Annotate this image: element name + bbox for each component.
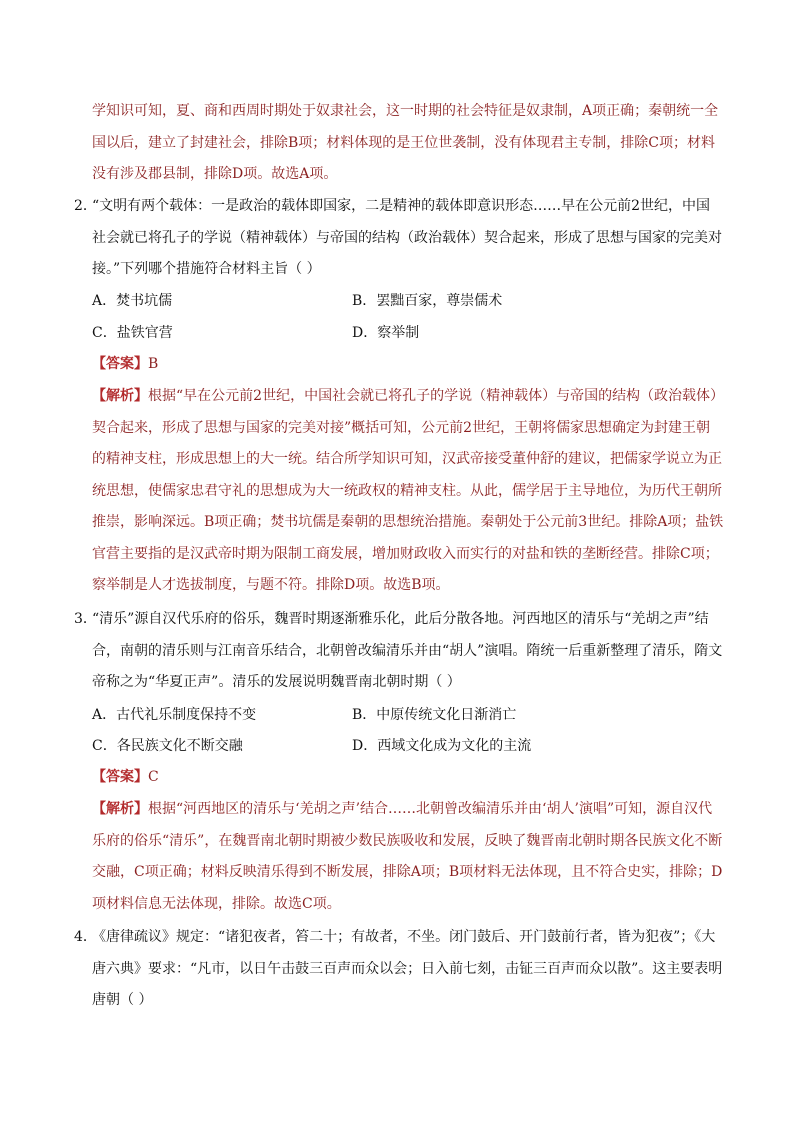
q2-option-b: B．罢黜百家，尊崇儒术 xyxy=(352,293,503,309)
q2-analysis xyxy=(92,381,724,602)
q2-option-c: C．盐铁官营 xyxy=(92,325,173,341)
q4-stem: 《唐律疏议》规定：“诸犯夜者，笞二十；有故者，不坐。闭门鼓后、开门鼓前行者，皆为犯夜”；《大唐六典》要求：“凡市，以日午击鼓三百声而众以会；日入前七刻，击钲三百声而众以散”。这主要表明唐朝（ ） xyxy=(92,929,723,1008)
q3-option-a: A．古代礼乐制度保持不变 xyxy=(92,707,257,723)
q3-option-b: B．中原传统文化日渐消亡 xyxy=(352,707,517,723)
q3-number: 3． xyxy=(74,611,97,627)
q2-options-row-1 xyxy=(92,286,724,318)
analysis-label: 【解析】 xyxy=(92,801,148,817)
q3-analysis-text: 根据“河西地区的清乐与‘羌胡之声’结合……北朝曾改编清乐并由‘胡人’演唱”可知，源自汉代乐府的俗乐“清乐”，在魏晋南北朝时期被少数民族吸收和发展，反映了魏晋南北朝时期各民族文化不断交融，C项正确；材料反映清乐得到不断发展，排除A项；B项材料无法体现，且不符合史实，排除；D项材料信息无法体现，排除。故选C项。 xyxy=(92,801,723,912)
q3-option-d: D．西域文化成为文化的主流 xyxy=(352,738,532,754)
q3-analysis xyxy=(92,794,724,920)
q1-analysis-continuation: 学知识可知，夏、商和西周时期处于奴隶社会，这一时期的社会特征是奴隶制，A项正确；秦朝统一全国以后，建立了封建社会，排除B项；材料体现的是王位世袭制，没有体现君主专制，排除C项；材料没有涉及郡县制，排除D项。故选A项。 xyxy=(92,103,719,182)
q4-number: 4． xyxy=(74,929,97,945)
q2-stem: “文明有两个载体：一是政治的载体即国家，二是精神的载体即意识形态……早在公元前2世纪，中国社会就已将孔子的学说（精神载体）与帝国的结构（政治载体）契合起来，形成了思想与国家的完美对接。”下列哪个措施符合材料主旨（ ） xyxy=(92,198,722,277)
q2-number: 2． xyxy=(74,198,97,214)
q2-answer-line xyxy=(92,349,724,381)
q2-option-a: A．焚书坑儒 xyxy=(92,293,173,309)
analysis-label: 【解析】 xyxy=(92,388,148,404)
q3-stem: “清乐”源自汉代乐府的俗乐，魏晋时期逐渐雅乐化，此后分散各地。河西地区的清乐与“羌胡之声”结合，南朝的清乐则与江南音乐结合，北朝曾改编清乐并由“胡人”演唱。隋统一后重新整理了清乐，隋文帝称之为“华夏正声”。清乐的发展说明魏晋南北朝时期（ ） xyxy=(92,611,723,690)
q3-answer: C xyxy=(148,769,159,785)
q2-analysis-text: 根据“早在公元前2世纪，中国社会就已将孔子的学说（精神载体）与帝国的结构（政治载体）契合起来，形成了思想与国家的完美对接”概括可知，公元前2世纪，王朝将儒家思想确定为封建王朝的精神支柱，形成思想上的大一统。结合所学知识可知，汉武帝接受董仲舒的建议，把儒家学说立为正统思想，使儒家忠君守礼的思想成为大一统政权的精神支柱。从此，儒学居于主导地位，为历代王朝所推崇，影响深远。B项正确；焚书坑儒是秦朝的思想统治措施。秦朝处于公元前3世纪。排除A项；盐铁官营主要指的是汉武帝时期为限制工商发展，增加财政收入而实行的对盐和铁的垄断经营。排除C项；察举制是人才选拔制度，与题不符。排除D项。故选B项。 xyxy=(92,388,724,593)
answer-label: 【答案】 xyxy=(92,769,148,785)
q2-option-d: D．察举制 xyxy=(352,325,420,341)
q2-answer: B xyxy=(148,356,159,372)
q3-options-row-2 xyxy=(92,731,724,763)
answer-label: 【答案】 xyxy=(92,356,148,372)
q3-options-row-1 xyxy=(92,700,724,732)
q3-option-c: C．各民族文化不断交融 xyxy=(92,738,243,754)
q3-answer-line xyxy=(92,762,724,794)
q2-options-row-2 xyxy=(92,318,724,350)
